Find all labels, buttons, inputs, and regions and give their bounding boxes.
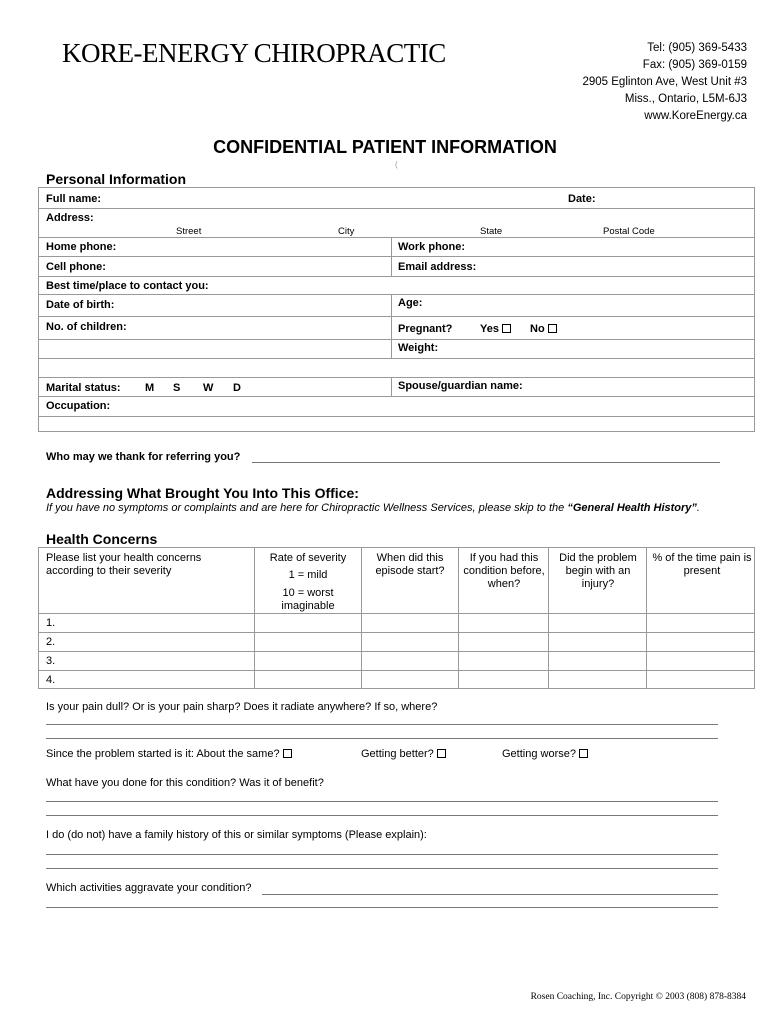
- occupation-label: Occupation:: [46, 400, 111, 412]
- pregnant-no[interactable]: [530, 323, 557, 335]
- address-label: Address:: [46, 212, 94, 224]
- children-label: No. of children:: [46, 321, 127, 333]
- col-severity-worst: 10 = worst imaginable: [281, 587, 335, 612]
- col-severity-title: Rate of severity: [269, 552, 347, 564]
- answer-line[interactable]: [46, 815, 718, 816]
- answer-line[interactable]: [46, 724, 718, 725]
- answer-line[interactable]: [46, 738, 718, 739]
- answer-line[interactable]: [46, 801, 718, 802]
- getting-better-option: Getting better?: [361, 748, 446, 760]
- clinic-fax: Fax: (905) 369-0159: [642, 59, 747, 71]
- cell-phone-label: Cell phone:: [46, 261, 106, 273]
- date-label: Date:: [568, 193, 596, 205]
- copyright-footer: Rosen Coaching, Inc. Copyright © 2003 (808) 878-8384: [530, 992, 746, 1002]
- pregnant-yes[interactable]: [480, 323, 511, 335]
- street-label: Street: [176, 226, 202, 237]
- clinic-address-1: 2905 Eglinton Ave, West Unit #3: [582, 76, 747, 88]
- weight-label: Weight:: [398, 342, 439, 354]
- stray-mark: (: [395, 160, 398, 169]
- form-title: CONFIDENTIAL PATIENT INFORMATION: [213, 137, 557, 157]
- pregnant-yes-label: Yes: [480, 323, 499, 335]
- state-label: State: [480, 226, 503, 237]
- answer-line[interactable]: [46, 868, 718, 869]
- spouse-label: Spouse/guardian name:: [398, 380, 523, 392]
- col-severity-mild: 1 = mild: [288, 569, 328, 581]
- health-concerns-heading: Health Concerns: [46, 531, 158, 547]
- table-row: 1.: [46, 617, 56, 629]
- question-pain-type: Is your pain dull? Or is your pain sharp? Does it radiate anywhere? If so, where?: [46, 701, 438, 713]
- clinic-contact: [582, 40, 747, 125]
- addressing-note: If you have no symptoms or complaints and are here for Chiropractic Wellness Services, please skip to the “General Health History”.: [46, 502, 700, 514]
- clinic-tel: Tel: (905) 369-5433: [647, 42, 747, 54]
- full-name-label: Full name:: [46, 193, 102, 205]
- col-before-when: If you had this condition before, when?: [463, 552, 545, 590]
- marital-d[interactable]: D: [233, 382, 241, 394]
- col-episode-start: When did this episode start?: [375, 552, 445, 577]
- addressing-heading: Addressing What Brought You Into This Office:: [46, 485, 359, 501]
- marital-s[interactable]: S: [173, 382, 181, 394]
- clinic-address-2: Miss., Ontario, L5M-6J3: [624, 93, 747, 105]
- getting-better-checkbox[interactable]: [437, 749, 446, 758]
- clinic-website: www.KoreEnergy.ca: [644, 110, 747, 122]
- marital-m[interactable]: M: [145, 382, 155, 394]
- marital-w[interactable]: W: [203, 382, 214, 394]
- question-treatment: What have you done for this condition? Was it of benefit?: [46, 777, 324, 789]
- marital-label: Marital status:: [46, 382, 121, 394]
- email-label: Email address:: [398, 261, 477, 273]
- city-label: City: [338, 226, 355, 237]
- col-injury: Did the problem begin with an injury?: [559, 552, 637, 590]
- question-progress: Since the problem started is it: About the same?: [46, 748, 292, 760]
- table-row: 2.: [46, 636, 56, 648]
- personal-info-heading: Personal Information: [46, 171, 187, 187]
- pregnant-yes-checkbox[interactable]: [502, 324, 511, 333]
- referral-label: Who may we thank for referring you?: [46, 451, 241, 463]
- pregnant-no-label: No: [530, 323, 545, 335]
- pregnant-label: Pregnant?: [398, 323, 453, 335]
- answer-line[interactable]: [262, 894, 718, 895]
- age-label: Age:: [398, 297, 423, 309]
- referral-line[interactable]: [252, 462, 720, 463]
- table-row: 3.: [46, 655, 56, 667]
- postal-code-label: Postal Code: [603, 226, 655, 237]
- about-same-checkbox[interactable]: [283, 749, 292, 758]
- pregnant-no-checkbox[interactable]: [548, 324, 557, 333]
- getting-worse-option: Getting worse?: [502, 748, 588, 760]
- getting-worse-checkbox[interactable]: [579, 749, 588, 758]
- question-aggravate: Which activities aggravate your condition?: [46, 882, 252, 894]
- col-pain-percent: % of the time pain is present: [652, 552, 752, 577]
- clinic-name: KORE-ENERGY CHIROPRACTIC: [62, 38, 446, 68]
- table-row: 4.: [46, 674, 56, 686]
- home-phone-label: Home phone:: [46, 241, 117, 253]
- best-time-label: Best time/place to contact you:: [46, 280, 209, 292]
- col-health-concerns: Please list your health concerns according to their severity: [46, 552, 202, 577]
- answer-line[interactable]: [46, 854, 718, 855]
- work-phone-label: Work phone:: [398, 241, 466, 253]
- answer-line[interactable]: [46, 907, 718, 908]
- question-family-history: I do (do not) have a family history of this or similar symptoms (Please explain):: [46, 829, 427, 841]
- dob-label: Date of birth:: [46, 299, 115, 311]
